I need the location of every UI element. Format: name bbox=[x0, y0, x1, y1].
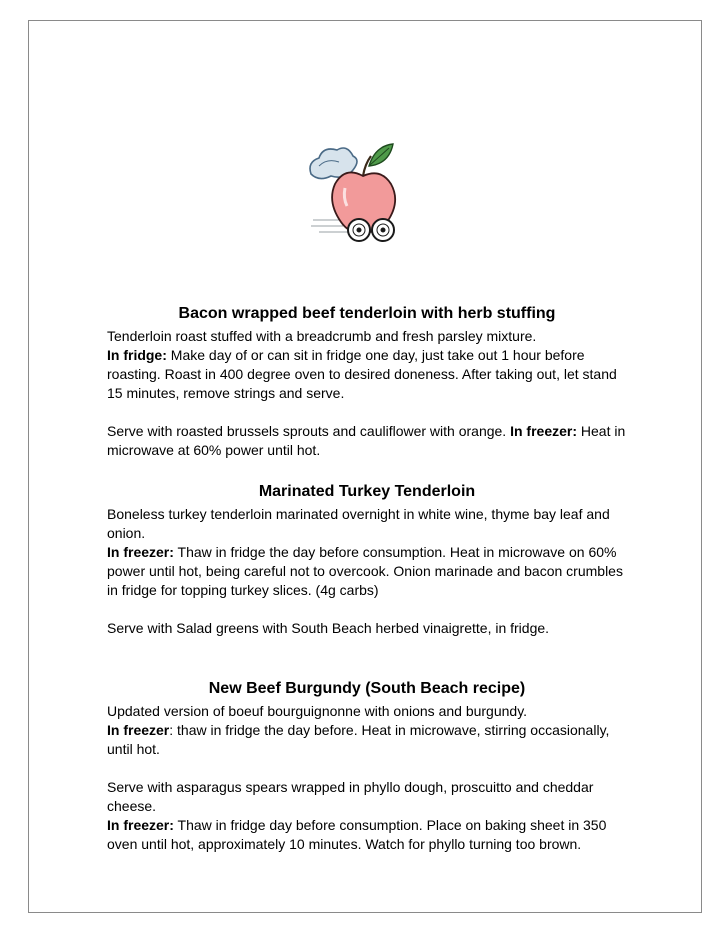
recipe-bacon-beef bbox=[107, 304, 627, 460]
recipe-title: Bacon wrapped beef tenderloin with herb stuffing bbox=[178, 305, 556, 322]
fridge-label: In fridge: bbox=[107, 347, 167, 363]
freezer-instructions: Thaw in fridge day before consumption. Place on baking sheet in 350 oven until hot, approximately 10 minutes. Watch for phyllo turning too brown. bbox=[107, 817, 607, 852]
freezer-instructions: Thaw in fridge the day before consumption. Heat in microwave on 60% power until hot, being careful not to overcook. Onion marinade and bacon crumbles in fridge for topping turkey slices. (4g carbs) bbox=[107, 544, 623, 598]
freezer-label: In freezer: bbox=[510, 423, 578, 439]
serving-suggestion: Serve with roasted brussels sprouts and cauliflower with orange. In freezer: Heat in microwave at 60% power until hot. bbox=[107, 423, 626, 458]
recipe-beef-burgundy bbox=[107, 679, 627, 854]
recipe-description: Boneless turkey tenderloin marinated overnight in white wine, thyme bay leaf and onion. In freezer: Thaw in fridge the day before consumption. Heat in microwave on 60% power until hot, being careful not to overcook. Onion marinade and bacon crumbles in fridge for topping turkey slices. (4g carbs) bbox=[107, 506, 623, 598]
freezer-instructions: Heat in microwave at 60% power until hot. bbox=[107, 423, 626, 458]
recipe-description: Tenderloin roast stuffed with a breadcrumb and fresh parsley mixture. In fridge: Make day of or can sit in fridge one day, just take out 1 hour before roasting. Roast in 400 degree oven to desired doneness. After taking out, let stand 15 minutes, remove strings and serve. bbox=[107, 328, 617, 401]
fridge-instructions: Make day of or can sit in fridge one day, just take out 1 hour before roasting. Roast in 400 degree oven to desired doneness. After taking out, let stand 15 minutes, remove strings and serve. bbox=[107, 347, 617, 401]
freezer-label: In freezer bbox=[107, 722, 170, 738]
serving-suggestion: Serve with Salad greens with South Beach herbed vinaigrette, in fridge. bbox=[107, 620, 550, 636]
recipe-turkey-tenderloin bbox=[107, 482, 627, 638]
freezer-label: In freezer: bbox=[107, 544, 174, 560]
apple-logo bbox=[305, 136, 429, 252]
recipe-description: Updated version of boeuf bourguignonne with onions and burgundy. In freezer: thaw in fridge the day before. Heat in microwave, stirring occasionally, until hot. bbox=[107, 703, 610, 757]
freezer-label: In freezer: bbox=[107, 817, 174, 833]
freezer-instructions: : thaw in fridge the day before. Heat in microwave, stirring occasionally, until hot. bbox=[107, 722, 610, 757]
recipe-title: New Beef Burgundy (South Beach recipe) bbox=[208, 680, 526, 697]
serving-suggestion: Serve with asparagus spears wrapped in phyllo dough, proscuitto and cheddar cheese. In freezer: Thaw in fridge day before consumption. Place on baking sheet in 350 oven until hot, approximately 10 minutes. Watch for phyllo turning too brown. bbox=[107, 779, 607, 852]
recipe-title: Marinated Turkey Tenderloin bbox=[258, 483, 476, 500]
